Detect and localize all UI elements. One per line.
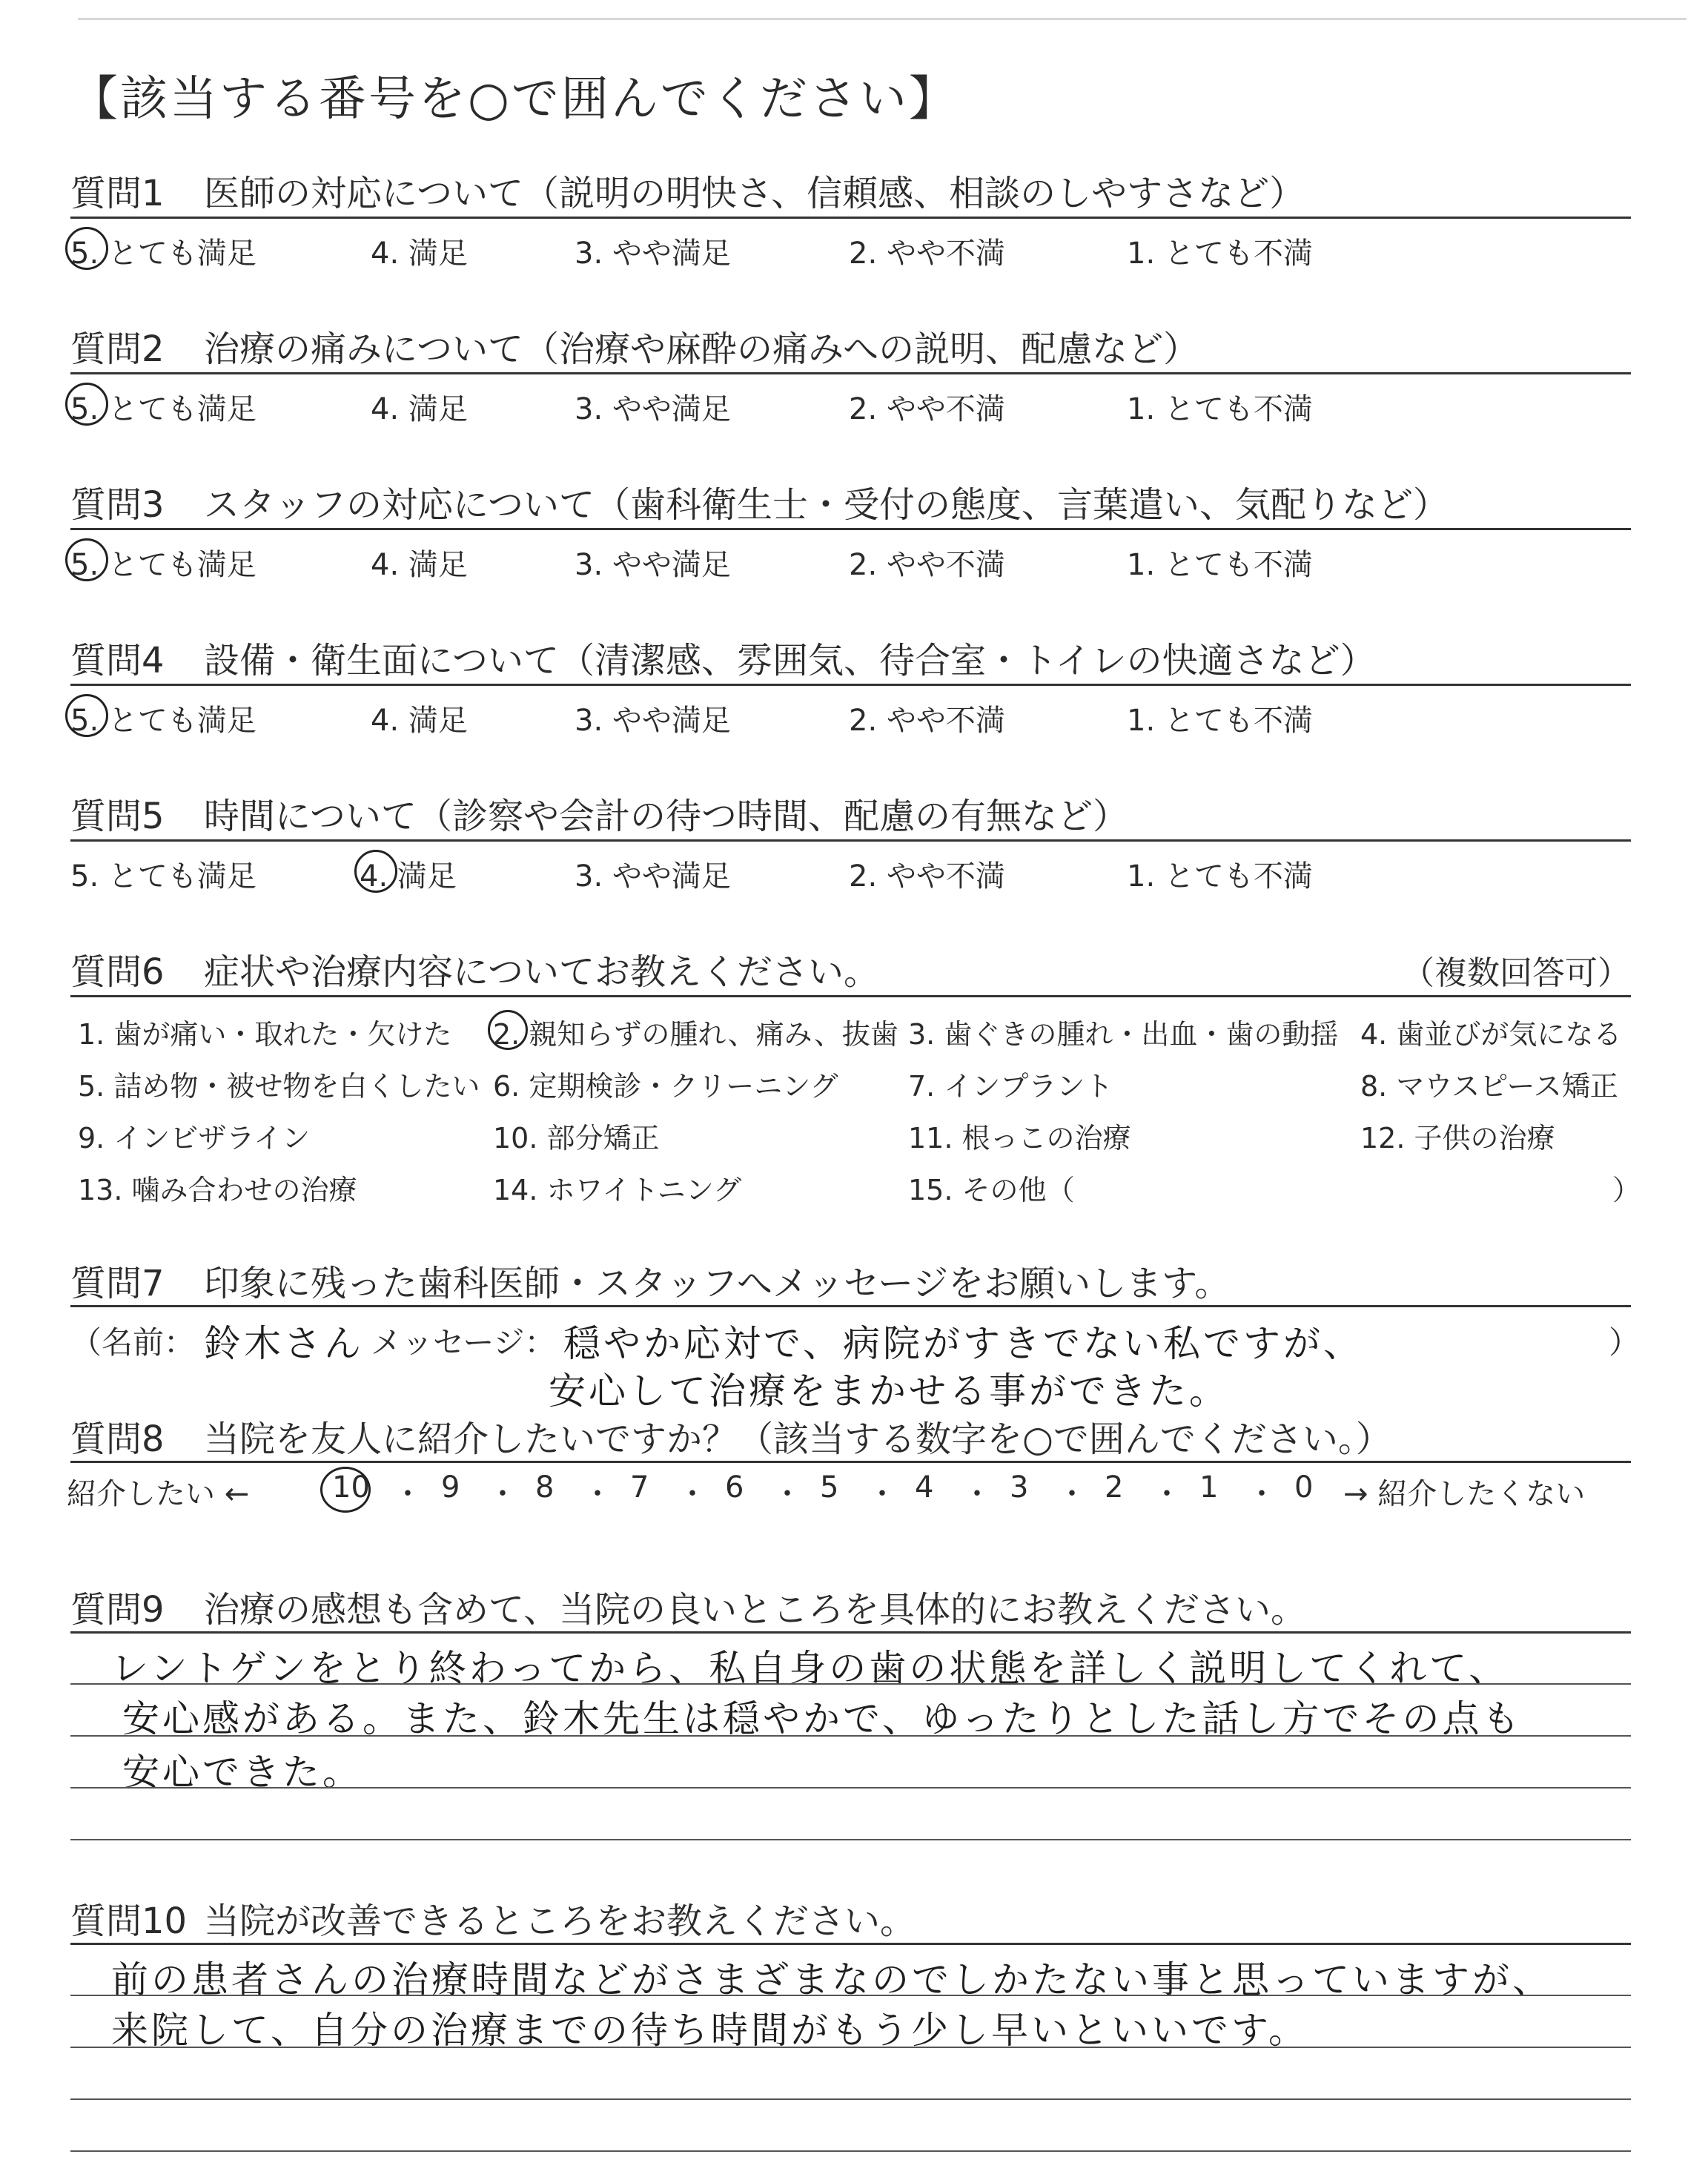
q6-number: 質問6 — [70, 951, 165, 993]
q5-option-1[interactable]: 1. とても不満 — [1127, 859, 1313, 894]
q6-item-15[interactable]: 15. その他（ — [908, 1174, 1075, 1206]
q8-left-label: 紹介したい ← — [67, 1477, 250, 1511]
q5-option-2[interactable]: 2. やや不満 — [849, 859, 1005, 894]
q4-option-2[interactable]: 2. やや不満 — [849, 704, 1005, 738]
q8-dot: ・ — [1152, 1477, 1182, 1511]
q6-item-11[interactable]: 11. 根っこの治療 — [908, 1122, 1131, 1155]
q5-text: 時間について（診察や会計の待つ時間、配慮の有無など） — [204, 796, 1129, 837]
q7-close-paren: ） — [1609, 1324, 1641, 1361]
q6-item-1[interactable]: 1. 歯が痛い・取れた・欠けた — [78, 1018, 452, 1051]
q10-line — [70, 2098, 1631, 2100]
q8-selected-circle — [320, 1467, 371, 1513]
q9-line — [70, 1839, 1631, 1840]
q2-option-5[interactable]: 5. とても満足 — [70, 392, 256, 426]
page-heading: 【該当する番号を○で囲んでください】 — [70, 72, 959, 127]
q6-item-7[interactable]: 7. インプラント — [908, 1070, 1113, 1103]
q10-answer-line2[interactable]: 来院して、自分の治療までの待ち時間がもう少し早いといいです。 — [111, 2009, 1308, 2052]
q7-text: 印象に残った歯科医師・スタッフへメッセージをお願いします。 — [204, 1263, 1231, 1304]
q10-line — [70, 2150, 1631, 2152]
q8-dot: ・ — [772, 1477, 802, 1511]
q6-item-8[interactable]: 8. マウスピース矯正 — [1360, 1070, 1618, 1103]
q5-rule — [70, 839, 1631, 842]
q8-scale-4[interactable]: 4 — [915, 1470, 934, 1505]
q8-dot: ・ — [1247, 1477, 1277, 1511]
q4-rule — [70, 684, 1631, 686]
q2-option-2[interactable]: 2. やや不満 — [849, 392, 1005, 426]
q2-title — [70, 320, 1199, 371]
q8-scale-1[interactable]: 1 — [1199, 1470, 1219, 1505]
q4-text: 設備・衛生面について（清潔感、雰囲気、待合室・トイレの快適さなど） — [204, 640, 1376, 681]
q5-selected-circle — [354, 850, 397, 893]
q4-option-5[interactable]: 5. とても満足 — [70, 704, 256, 738]
q8-scale-6[interactable]: 6 — [725, 1470, 744, 1505]
q3-option-1[interactable]: 1. とても不満 — [1127, 548, 1313, 582]
q8-scale-9[interactable]: 9 — [441, 1470, 460, 1505]
q3-option-3[interactable]: 3. やや満足 — [575, 548, 731, 582]
q4-title — [70, 632, 1376, 683]
q8-scale-2[interactable]: 2 — [1105, 1470, 1124, 1505]
q9-text: 治療の感想も含めて、当院の良いところを具体的にお教えください。 — [204, 1589, 1307, 1631]
q6-item-5[interactable]: 5. 詰め物・被せ物を白くしたい — [78, 1070, 480, 1103]
q4-option-4[interactable]: 4. 満足 — [371, 704, 468, 738]
q3-rule — [70, 528, 1631, 530]
q1-option-5[interactable]: 5. とても満足 — [70, 237, 256, 271]
q8-number: 質問8 — [70, 1418, 165, 1460]
q3-option-4[interactable]: 4. 満足 — [371, 548, 468, 582]
q8-right-label: → 紹介したくない — [1343, 1477, 1586, 1511]
q4-option-3[interactable]: 3. やや満足 — [575, 704, 731, 738]
q6-item-10[interactable]: 10. 部分矯正 — [493, 1122, 660, 1155]
q9-title — [70, 1581, 1306, 1632]
q9-number: 質問9 — [70, 1589, 165, 1631]
q7-rule — [70, 1305, 1631, 1307]
q5-number: 質問5 — [70, 796, 165, 837]
q1-selected-circle — [65, 227, 108, 270]
q6-item-15-close: ） — [1612, 1174, 1641, 1206]
q8-title — [70, 1410, 1391, 1462]
q7-message-label: メッセージ： — [371, 1324, 556, 1361]
q1-option-2[interactable]: 2. やや不満 — [849, 237, 1005, 271]
q6-item-2[interactable]: 2. 親知らずの腫れ、痛み、抜歯 — [493, 1018, 898, 1051]
q6-text: 症状や治療内容についてお教えください。 — [204, 951, 880, 993]
q2-selected-circle — [65, 383, 108, 426]
q8-dot: ・ — [583, 1477, 612, 1511]
q10-number: 質問10 — [70, 1900, 188, 1942]
q8-scale-8[interactable]: 8 — [535, 1470, 555, 1505]
q8-dot: ・ — [867, 1477, 897, 1511]
q1-option-1[interactable]: 1. とても不満 — [1127, 237, 1313, 271]
q6-rule — [70, 995, 1631, 997]
q10-answer-line1[interactable]: 前の患者さんの治療時間などがさまざまなのでしかたない事と思っていますが、 — [111, 1958, 1552, 2001]
q9-answer-line1[interactable]: レントゲンをとり終わってから、私自身の歯の状態を詳しく説明してくれて、 — [111, 1647, 1509, 1690]
q8-dot: ・ — [678, 1477, 707, 1511]
q8-scale-0[interactable]: 0 — [1294, 1470, 1314, 1505]
q8-scale-10[interactable]: 10 — [332, 1470, 370, 1505]
q10-text: 当院が改善できるところをお教えください。 — [204, 1900, 916, 1942]
q10-line — [70, 2047, 1631, 2048]
q8-dot: ・ — [1057, 1477, 1087, 1511]
q8-dot: ・ — [393, 1477, 423, 1511]
q5-option-5[interactable]: 5. とても満足 — [70, 859, 256, 894]
q8-scale-3[interactable]: 3 — [1010, 1470, 1029, 1505]
q7-message-line1[interactable]: 穏やか応対で、病院がすきでない私ですが、 — [563, 1322, 1363, 1365]
q9-line — [70, 1787, 1631, 1789]
q8-text: 当院を友人に紹介したいですか？（該当する数字を○で囲んでください。） — [204, 1418, 1391, 1460]
q6-selected-circle — [488, 1010, 528, 1050]
q2-option-3[interactable]: 3. やや満足 — [575, 392, 731, 426]
q5-title — [70, 787, 1128, 839]
q9-answer-line2[interactable]: 安心感がある。また、鈴木先生は穏やかで、ゆったりとした話し方でその点も — [122, 1697, 1523, 1740]
q3-selected-circle — [65, 538, 108, 581]
q6-item-14[interactable]: 14. ホワイトニング — [493, 1174, 742, 1206]
q6-item-4[interactable]: 4. 歯並びが気になる — [1360, 1018, 1622, 1051]
q2-rule — [70, 372, 1631, 374]
q7-title — [70, 1255, 1230, 1306]
q1-number: 質問1 — [70, 173, 165, 214]
q2-number: 質問2 — [70, 328, 165, 370]
q6-item-13[interactable]: 13. 噛み合わせの治療 — [78, 1174, 357, 1206]
q6-item-9[interactable]: 9. インビザライン — [78, 1122, 311, 1155]
q5-option-4[interactable]: 4. 満足 — [360, 859, 457, 894]
q9-line — [70, 1735, 1631, 1737]
q3-option-5[interactable]: 5. とても満足 — [70, 548, 256, 582]
q3-option-2[interactable]: 2. やや不満 — [849, 548, 1005, 582]
q10-title — [70, 1892, 916, 1943]
q3-number: 質問3 — [70, 484, 165, 526]
q8-dot: ・ — [488, 1477, 517, 1511]
q1-option-3[interactable]: 3. やや満足 — [575, 237, 731, 271]
q10-line — [70, 1995, 1631, 1996]
q3-title — [70, 476, 1449, 527]
q6-title — [70, 943, 879, 994]
q2-text: 治療の痛みについて（治療や麻酔の痛みへの説明、配慮など） — [204, 328, 1199, 370]
q8-dot: ・ — [962, 1477, 992, 1511]
q4-number: 質問4 — [70, 640, 165, 681]
q6-item-3[interactable]: 3. 歯ぐきの腫れ・出血・歯の動揺 — [908, 1018, 1339, 1051]
q7-number: 質問7 — [70, 1263, 165, 1304]
q1-title — [70, 165, 1305, 216]
q4-selected-circle — [65, 694, 108, 737]
q9-line — [70, 1683, 1631, 1685]
q6-item-12[interactable]: 12. 子供の治療 — [1360, 1122, 1555, 1155]
q2-option-1[interactable]: 1. とても不満 — [1127, 392, 1313, 426]
q7-name-value[interactable]: 鈴木さん — [204, 1322, 364, 1365]
q10-rule — [70, 1943, 1631, 1945]
q7-name-label: （名前： — [70, 1324, 196, 1361]
q8-scale-7[interactable]: 7 — [630, 1470, 649, 1505]
q8-rule — [70, 1461, 1631, 1463]
q9-rule — [70, 1631, 1631, 1634]
q2-option-4[interactable]: 4. 満足 — [371, 392, 468, 426]
top-border — [78, 18, 1687, 20]
q1-text: 医師の対応について（説明の明快さ、信頼感、相談のしやすさなど） — [204, 173, 1305, 214]
q6-item-6[interactable]: 6. 定期検診・クリーニング — [493, 1070, 838, 1103]
q4-option-1[interactable]: 1. とても不満 — [1127, 704, 1313, 738]
q8-scale-5[interactable]: 5 — [820, 1470, 839, 1505]
q9-answer-line3[interactable]: 安心できた。 — [122, 1751, 363, 1794]
q7-message-line2[interactable]: 安心して治療をまかせる事ができた。 — [549, 1370, 1229, 1413]
q1-rule — [70, 217, 1631, 219]
q1-option-4[interactable]: 4. 満足 — [371, 237, 468, 271]
q5-option-3[interactable]: 3. やや満足 — [575, 859, 731, 894]
q6-multiple-answers-note: （複数回答可） — [1402, 954, 1630, 992]
q3-text: スタッフの対応について（歯科衛生士・受付の態度、言葉遣い、気配りなど） — [204, 484, 1449, 526]
